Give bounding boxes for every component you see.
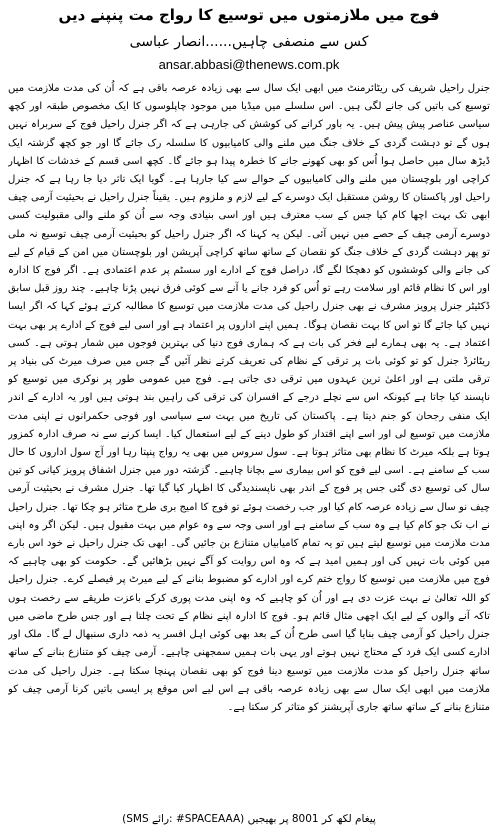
sms-feedback-line: (SMS رائے: #SPACEAAA) پیغام لکھ کر 8001 پر بھیجیں	[122, 813, 376, 825]
author-email: ansar.abbasi@thenews.com.pk	[158, 57, 340, 72]
article-headline: فوج میں ملازمتوں میں توسیع کا رواج مت پنپنے دیں	[58, 6, 440, 24]
article-body: جنرل راحیل شریف کی ریٹائرمنٹ میں ابھی ایک سال سے بھی زیادہ عرصہ باقی ہے کہ اُن کی مدت ملازمت میں توسیع کی باتیں کی جانے لگی ہیں۔ اس سلسلے میں میڈیا میں موجود چاپلوسوں کا ایک مخصوص طبقہ اور کچھ سیاسی عناصر پیش پیش ہیں۔ یہ باور کرانے کی کوشش کی جارہی ہے کہ اگر جنرل راحیل فوج کے سربراہ نہیں ہوں گے تو دہشت گردی کے خلاف جنگ میں ملنے والی کامیابیوں کا سلسلہ رک جائے گا اور جو کچھ گزشتہ ایک ڈیڑھ سال میں حاصل ہوا اُس کو بھی کھونے جانے کا خطرہ پیدا ہو جائے گا۔ کچھ اسی قسم کے خدشات کا اظہار کراچی اور بلوچستان میں ملنے والی کامیابیوں کے حوالے سے کیا جارہا ہے۔ گویا ایک تاثر دیا جا رہا ہے کہ جنرل راحیل اور پاکستان کا روشن مستقبل ایک دوسرے کے لیے لازم و ملزوم ہیں۔ یقیناً جنرل راحیل نے بحیثیت آرمی چیف ابھی تک بہت اچھا کام کیا جس کے سب معترف ہیں اور اسی بنیادی وجہ سے اُن کو ملنے والی مقبولیت کسی دوسرے آرمی چیف کے حصے میں نہیں آئی۔ لیکن یہ کہنا کہ اگر جنرل راحیل کو بحیثیت آرمی چیف توسیع نہ ملی تو پھر دہشت گردی کے خلاف جنگ کو نقصان کے ساتھ ساتھ کراچی آپریشن اور بلوچستان میں امن کے قیام کے لیے کی جانے والی کوششوں کو دھچکا لگے گا، دراصل فوج کے ادارے اور سسٹم پر عدم اعتمادی ہے۔ اگر فوج کا ادارہ اور اس کا نظام قائم اور سلامت رہے تو اُس کو فرد جانے یا آنے سے کوئی فرق نہیں پڑنا چاہیے۔ چند روز قبل سابق ڈکٹیٹر جنرل پرویز مشرف نے بھی جنرل راحیل کی مدت ملازمت میں توسیع کا مطالبہ کرتے ہوئے کہا کہ اگر ایسا نہیں کیا جائے گا تو اس کا بہت نقصان ہوگا۔ ہمیں اپنے اداروں پر اعتماد ہے اور اسی لیے فوج کے ادارے پر بھی بہت اعتماد ہے۔ یہ بھی ہمارے لیے فخر کی بات ہے کہ ہماری فوج دنیا کی بہترین فوجوں میں شمار ہوتی ہے۔ کسی ریٹائرڈ جنرل کو تو کوئی بات پر ترقی کے نظام کی تعریف کرتے نظر آئیں گے جس میں صرف میرٹ کی بنیاد پر ترقی ملتی ہے اور اعلیٰ ترین عہدوں میں ترقی دی جاتی ہے۔ فوج میں عمومی طور پر نوکری میں توسیع کو ناپسند کیا جاتا ہے کیونکہ اس سے نچلے درجے کے افسران کی ترقی کی راہیں بند ہوتی ہیں اور یہ ادارے کے اندر ایک منفی رجحان کو جنم دیتا ہے۔ پاکستان کی تاریخ میں بہت سے سیاسی اور فوجی حکمرانوں نے اپنی مدت ملازمت میں توسیع لی اور اسے اپنے اقتدار کو طول دینے کے لیے استعمال کیا۔ ایسا کرنے سے نہ صرف ادارہ کمزور ہوتا ہے بلکہ میرٹ کا نظام بھی متاثر ہوتا ہے۔ سول سروس میں بھی یہ رواج پنپتا رہا اور آج سول اداروں کا حال سب کے سامنے ہے۔ اسی لیے فوج کو اس بیماری سے بچانا چاہیے۔ گزشتہ دور میں جنرل اشفاق پرویز کیانی کو تین سال کی توسیع دی گئی جس پر فوج کے اندر بھی ناپسندیدگی کا اظہار کیا گیا تھا۔ جنرل مشرف نے بحیثیت آرمی چیف نو سال سے زیادہ عرصہ کام کیا اور جب رخصت ہوئے تو فوج کا امیج بری طرح متاثر ہو چکا تھا۔ جنرل راحیل نے اب تک جو کام کیا ہے وہ سب کے سامنے ہے اور اسی وجہ سے وہ عوام میں بہت مقبول ہیں۔ لیکن اگر وہ اپنی مدت ملازمت میں توسیع لیتے ہیں تو یہ تمام کامیابیاں متنازع بن جائیں گی۔ ابھی تک جنرل راحیل نے خود اس بارے میں کوئی بات نہیں کی اور ہمیں امید ہے کہ وہ اس روایت کو آگے نہیں بڑھائیں گے۔ حکومت کو بھی چاہیے کہ فوج میں ملازمت میں توسیع کا رواج ختم کرے اور ادارے کو مضبوط بنانے کے لیے میرٹ پر فیصلے کرے۔ جنرل راحیل کو اللہ تعالیٰ نے بہت عزت دی ہے اور اُن کو چاہیے کہ وہ اپنی مدت پوری کرکے باعزت طریقے سے رخصت ہوں تاکہ آنے والوں کے لیے ایک اچھی مثال قائم ہو۔ فوج کا ادارہ اپنے نظام کے تحت چلتا ہے اور جس طرح ماضی میں جنرل راحیل کو آرمی چیف بنایا گیا اسی طرح اُن کے بعد بھی کوئی اہل افسر یہ ذمہ داری سنبھال لے گا۔ ملک اور ادارے کسی ایک فرد کے محتاج نہیں ہوتے اور یہی بات ہمیں سمجھنی چاہیے۔ آرمی چیف کو متنازع بنانے کے ساتھ ساتھ جنرل راحیل کو مدت ملازمت میں توسیع دینا فوج کو بھی نقصان پہنچا سکتا ہے۔ جنرل راحیل کی مدت ملازمت میں ابھی ایک سال سے بھی زیادہ عرصہ باقی ہے اس لیے اس موقع پر ایسی باتیں کرنا آرمی چیف کو متنازع بنانے کے ساتھ ساتھ جاری آپریشنز کو متاثر کر سکتا ہے۔	[8, 83, 490, 713]
column-byline: کس سے منصفی چاہیں......انصار عباسی	[129, 34, 369, 50]
